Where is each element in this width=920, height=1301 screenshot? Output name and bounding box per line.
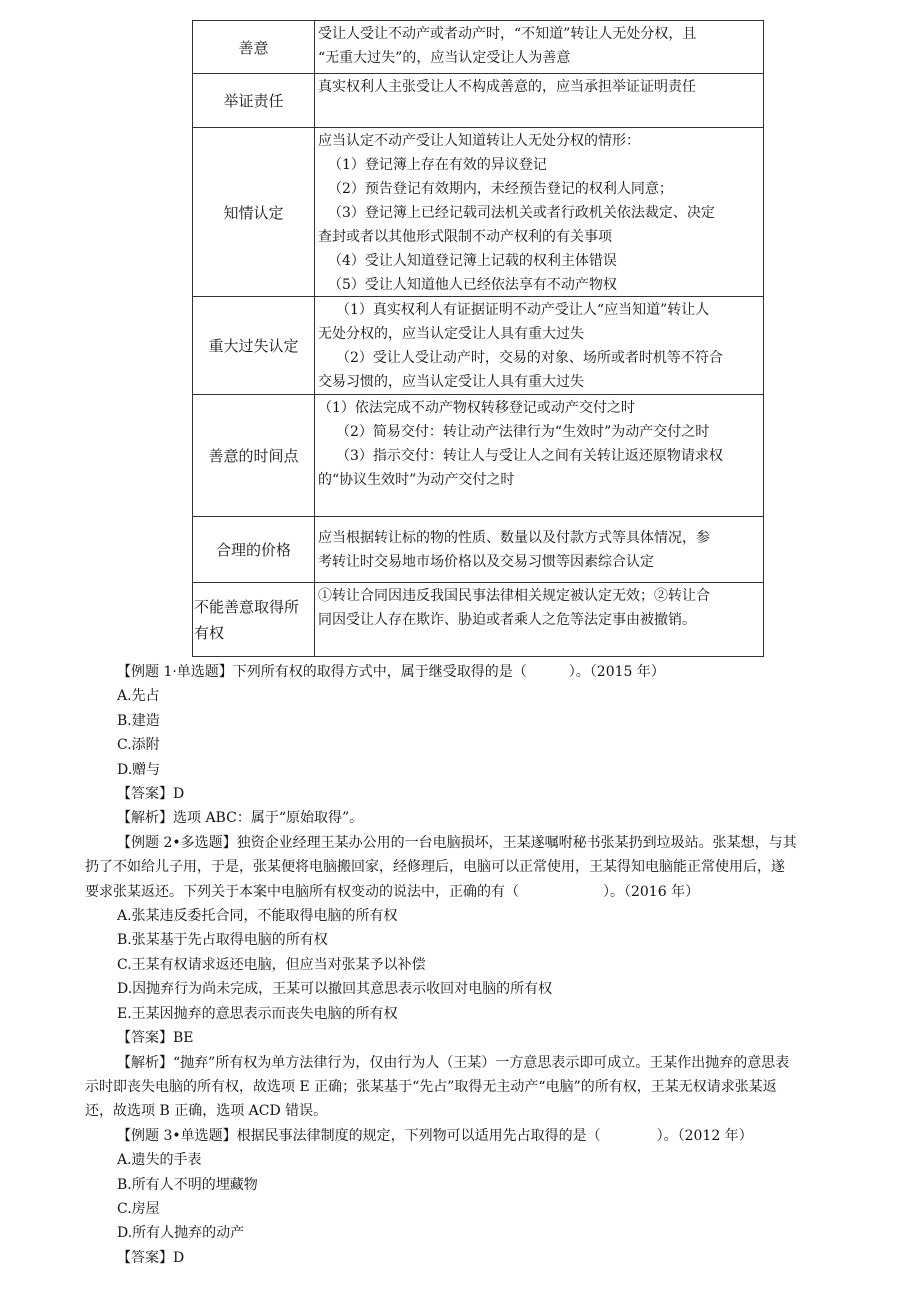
option-item: D.所有人抛弃的动产 <box>117 1225 245 1242</box>
row-content <box>315 21 764 74</box>
good-faith-table <box>192 20 764 657</box>
row-header <box>193 583 315 657</box>
content-line: （2）简易交付：转让动产法律行为“生效时”为动产交付之时 <box>336 424 710 440</box>
analysis-line: 示时即丧失电脑的所有权，故选项 E 正确；张某基于“先占”取得无主动产“电脑”的所有权，王某无权请求张某返 <box>85 1078 777 1095</box>
option-item: C.王某有权请求返还电脑，但应当对张某予以补偿 <box>117 956 426 973</box>
row-content <box>315 74 764 128</box>
question-1-analysis: 【解析】选项 ABC：属于“原始取得”。 <box>117 810 364 827</box>
question-2-analysis <box>0 1051 920 1124</box>
row-header-line: 不能善意取得所 <box>194 597 300 616</box>
row-content <box>315 583 764 657</box>
content-line: （1）真实权利人有证据证明不动产受让人“应当知道”转让人 <box>336 302 710 318</box>
row-header: 知情认定 <box>193 128 315 297</box>
option-item: A.遗失的手表 <box>117 1152 202 1169</box>
option-item: D.赠与 <box>117 761 161 778</box>
table-row <box>193 21 764 74</box>
question-2-answer: 【答案】BE <box>117 1030 194 1047</box>
option-item: B.建造 <box>117 712 160 729</box>
option-item: C.添附 <box>117 737 160 754</box>
content-line: 交易习惯的，应当认定受让人具有重大过失 <box>318 374 584 390</box>
row-content <box>315 517 764 583</box>
content-line: （2）受让人受让动产时，交易的对象、场所或者时机等不符合 <box>336 350 723 366</box>
row-content <box>315 297 764 395</box>
table-row <box>193 583 764 657</box>
table-row <box>193 395 764 517</box>
content-line: 真实权利人主张受让人不构成善意的，应当承担举证证明责任 <box>318 79 696 95</box>
content-line: （3）登记簿上已经记载司法机关或者行政机关依法裁定、决定 <box>328 205 715 221</box>
question-3-answer: 【答案】D <box>117 1249 185 1266</box>
row-header: 善意 <box>193 21 315 74</box>
content-line: “无重大过失”的，应当认定受让人为善意 <box>318 50 571 66</box>
content-line: 考转让时交易地市场价格以及交易习惯等因素综合认定 <box>318 554 654 570</box>
stem-line: 要求张某返还。下列关于本案中电脑所有权变动的说法中，正确的有（ ）。（2016 年） <box>85 883 700 900</box>
option-item: A.张某违反委托合同，不能取得电脑的所有权 <box>117 908 398 925</box>
question-1-answer: 【答案】D <box>117 786 185 803</box>
option-item: C.房屋 <box>117 1200 160 1217</box>
table-row <box>193 517 764 583</box>
question-1-stem: 【例题 1·单选题】下列所有权的取得方式中，属于继受取得的是（ ）。（2015 年） <box>117 664 665 680</box>
option-item: A.先占 <box>117 688 160 705</box>
content-line: 同因受让人存在欺诈、胁迫或者乘人之危等法定事由被撤销。 <box>318 612 696 628</box>
analysis-line: 还，故选项 B 正确，选项 ACD 错误。 <box>85 1103 328 1120</box>
row-content <box>315 395 764 517</box>
row-header: 举证责任 <box>193 74 315 128</box>
option-item: B.所有人不明的埋藏物 <box>117 1176 258 1193</box>
analysis-line: 【解析】“抛弃”所有权为单方法律行为，仅由行为人（王某）一方意思表示即可成立。王某作出抛弃的意思表 <box>117 1054 790 1071</box>
row-header-line: 有权 <box>194 623 225 642</box>
table-row <box>193 297 764 395</box>
option-item: B.张某基于先占取得电脑的所有权 <box>117 932 328 949</box>
question-3-stem: 【例题 3•单选题】根据民事法律制度的规定，下列物可以适用先占取得的是（ ）。（2012 年） <box>117 1127 753 1144</box>
option-item: E.王某因抛弃的意思表示而丧失电脑的所有权 <box>117 1005 398 1022</box>
content-line: 应当认定不动产受让人知道转让人无处分权的情形： <box>318 133 640 149</box>
content-line: （1）依法完成不动产物权转移登记或动产交付之时 <box>318 400 635 416</box>
content-line: 受让人受让不动产或者动产时，“不知道”转让人无处分权，且 <box>318 26 697 42</box>
content-line: 无处分权的，应当认定受让人具有重大过失 <box>318 326 584 342</box>
content-line: 查封或者以其他形式限制不动产权利的有关事项 <box>318 229 612 245</box>
row-header: 善意的时间点 <box>193 395 315 517</box>
content-line: （2）预告登记有效期内，未经预告登记的权利人同意； <box>328 181 673 197</box>
content-line: ①转让合同因违反我国民事法律相关规定被认定无效；②转让合 <box>318 588 710 604</box>
table-row <box>193 128 764 297</box>
content-line: （1）登记簿上存在有效的异议登记 <box>328 157 547 173</box>
question-2-stem <box>0 831 920 904</box>
row-header: 重大过失认定 <box>193 297 315 395</box>
option-item: D.因抛弃行为尚未完成，王某可以撤回其意思表示收回对电脑的所有权 <box>117 981 553 998</box>
content-line: （4）受让人知道登记簿上记载的权利主体错误 <box>328 253 617 269</box>
row-content <box>315 128 764 297</box>
content-line: 的“协议生效时”为动产交付之时 <box>318 472 515 488</box>
stem-line: 【例题 2•多选题】独资企业经理王某办公用的一台电脑损坏，王某遂嘱咐秘书张某扔到垃圾站。张某想，与其 <box>117 834 797 851</box>
exercise-section <box>0 660 920 1270</box>
table-row <box>193 74 764 128</box>
content-line: （5）受让人知道他人已经依法享有不动产物权 <box>328 277 617 293</box>
stem-line: 扔了不如给儿子用，于是，张某便将电脑搬回家，经修理后，电脑可以正常使用，王某得知电脑能正常使用后，遂 <box>85 859 785 876</box>
content-line: （3）指示交付：转让人与受让人之间有关转让返还原物请求权 <box>336 448 723 464</box>
row-header: 合理的价格 <box>193 517 315 583</box>
content-line: 应当根据转让标的物的性质、数量以及付款方式等具体情况，参 <box>318 530 710 546</box>
